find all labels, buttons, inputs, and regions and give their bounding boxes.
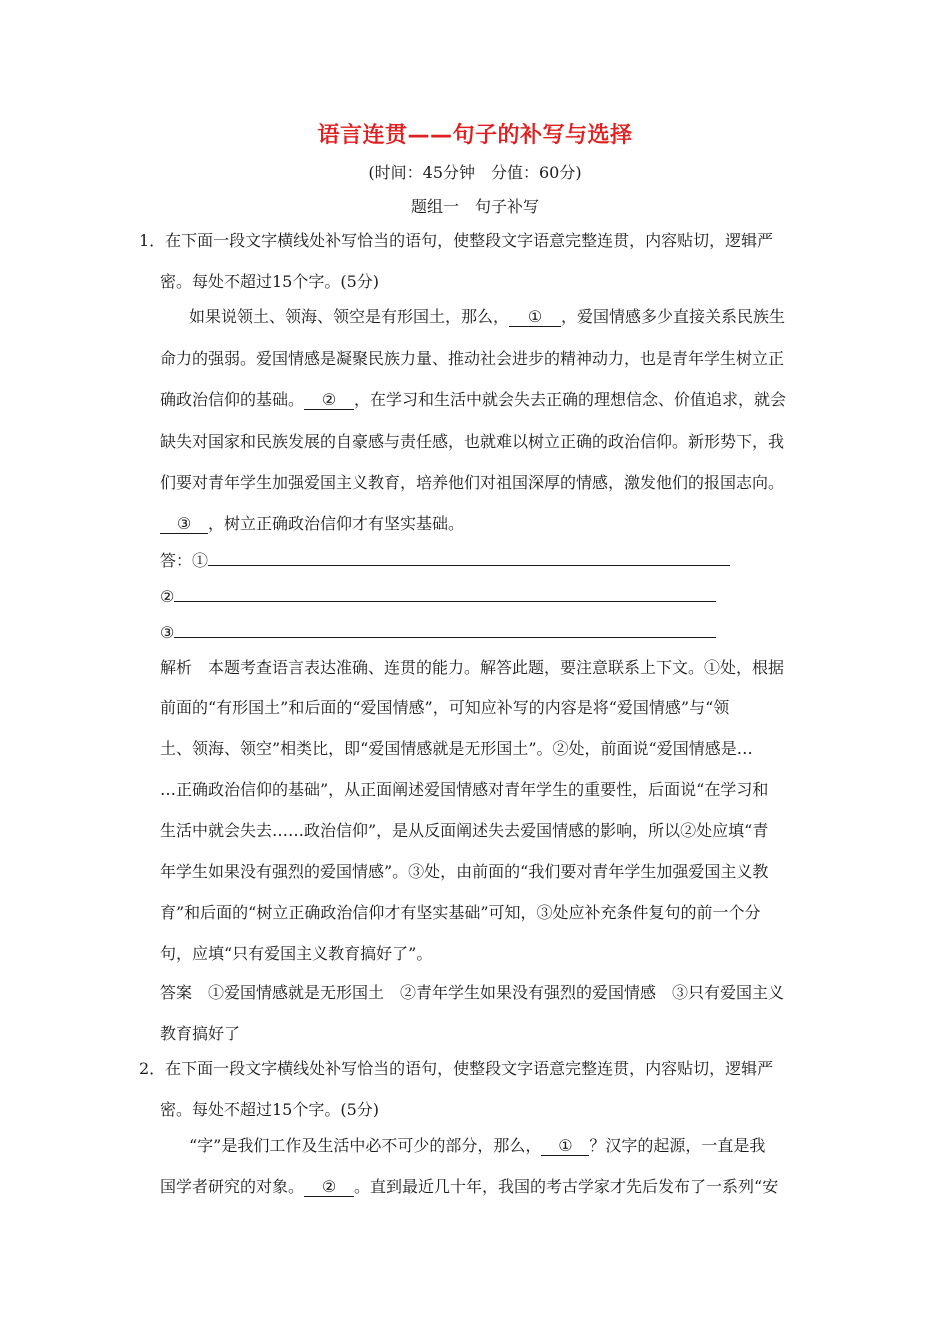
q2-stem-line-2: 密。每处不超过15个字。(5分) bbox=[160, 1100, 380, 1119]
q1-passage-line-1 bbox=[189, 307, 785, 327]
group-heading: 题组一 句子补写 bbox=[410, 197, 539, 216]
q2-passage-text: ？汉字的起源，一直是我 bbox=[589, 1136, 766, 1155]
q1-stem-line-1: 1．在下面一段文字横线处补写恰当的语句，使整段文字语意完整连贯，内容贴切，逻辑严 bbox=[139, 231, 774, 250]
explanation-line-3: 土、领海、领空”相类比，即“爱国情感就是无形国土”。②处，前面说“爱国情感是… bbox=[160, 739, 753, 758]
q1-passage-line-3 bbox=[160, 390, 786, 410]
explanation-line-8: 句，应填“只有爱国主义教育搞好了”。 bbox=[160, 944, 433, 963]
explanation-line-6: 年学生如果没有强烈的爱国情感”。③处，由前面的“我们要对青年学生加强爱国主义教 bbox=[160, 862, 769, 881]
explanation-line-4: …正确政治信仰的基础”，从正面阐述爱国情感对青年学生的重要性，后面说“在学习和 bbox=[160, 780, 769, 799]
time-score-info: (时间：45分钟 分值：60分) bbox=[368, 163, 582, 182]
q1-stem-line-2: 密。每处不超过15个字。(5分) bbox=[160, 272, 380, 291]
explanation-line-5: 生活中就会失去……政治信仰”，是从反面阐述失去爱国情感的影响，所以②处应填“青 bbox=[160, 821, 769, 840]
q1-passage-line-5: 们要对青年学生加强爱国主义教育，培养他们对祖国深厚的情感，激发他们的报国志向。 bbox=[160, 473, 785, 492]
q2-passage-line-1 bbox=[189, 1136, 765, 1156]
explanation-line-1: 解析 本题考查语言表达准确、连贯的能力。解答此题，要注意联系上下文。①处，根据 bbox=[160, 658, 785, 677]
q2-passage-text: 国学者研究的对象。 bbox=[160, 1177, 305, 1196]
q2-passage-text: “字”是我们工作及生活中必不可少的部分，那么， bbox=[189, 1136, 542, 1155]
q1-passage-text: ，爱国情感多少直接关系民族生 bbox=[561, 307, 786, 326]
answer-label: ② bbox=[160, 587, 175, 606]
q1-passage-text: ，树立正确政治信仰才有坚实基础。 bbox=[208, 514, 465, 533]
q2-passage-text: 。直到最近几十年，我国的考古学家才先后发布了一系列“安 bbox=[354, 1177, 779, 1196]
answer-label: 答：① bbox=[160, 551, 209, 570]
document-title: 语言连贯——句子的补写与选择 bbox=[317, 123, 633, 148]
explanation-line-7: 育”和后面的“树立正确政治信仰才有坚实基础”可知，③处应补充条件复句的前一个分 bbox=[160, 903, 761, 922]
q2-blank-1: ① bbox=[541, 1137, 589, 1156]
q1-passage-line-2: 命力的强弱。爱国情感是凝聚民族力量、推动社会进步的精神动力，也是青年学生树立正 bbox=[160, 349, 785, 368]
q1-blank-3: ③ bbox=[160, 515, 208, 534]
answer-blank-line bbox=[174, 589, 716, 602]
q2-passage-line-2 bbox=[160, 1177, 778, 1197]
q2-blank-2: ② bbox=[304, 1178, 354, 1197]
answer-line-1 bbox=[160, 551, 730, 571]
answer-key-line-2: 教育搞好了 bbox=[160, 1024, 241, 1043]
answer-line-3 bbox=[160, 623, 716, 643]
answer-key-line-1: 答案 ①爱国情感就是无形国土 ②青年学生如果没有强烈的爱国情感 ③只有爱国主义 bbox=[160, 983, 785, 1002]
q2-stem-line-1: 2．在下面一段文字横线处补写恰当的语句，使整段文字语意完整连贯，内容贴切，逻辑严 bbox=[139, 1059, 774, 1078]
answer-blank-line bbox=[174, 625, 716, 638]
q1-passage-text: 如果说领土、领海、领空是有形国土，那么， bbox=[189, 307, 510, 326]
q1-passage-line-6 bbox=[160, 514, 464, 534]
q1-passage-text: ，在学习和生活中就会失去正确的理想信念、价值追求，就会 bbox=[354, 390, 787, 409]
q1-passage-line-4: 缺失对国家和民族发展的自豪感与责任感，也就难以树立正确的政治信仰。新形势下，我 bbox=[160, 432, 785, 451]
q1-blank-1: ① bbox=[509, 308, 561, 327]
explanation-line-2: 前面的“有形国土”和后面的“爱国情感”，可知应补写的内容是将“爱国情感”与“领 bbox=[160, 698, 730, 717]
q1-passage-text: 确政治信仰的基础。 bbox=[160, 390, 305, 409]
answer-blank-line bbox=[208, 553, 730, 566]
q1-blank-2: ② bbox=[304, 391, 354, 410]
answer-line-2 bbox=[160, 587, 716, 607]
answer-label: ③ bbox=[160, 623, 175, 642]
